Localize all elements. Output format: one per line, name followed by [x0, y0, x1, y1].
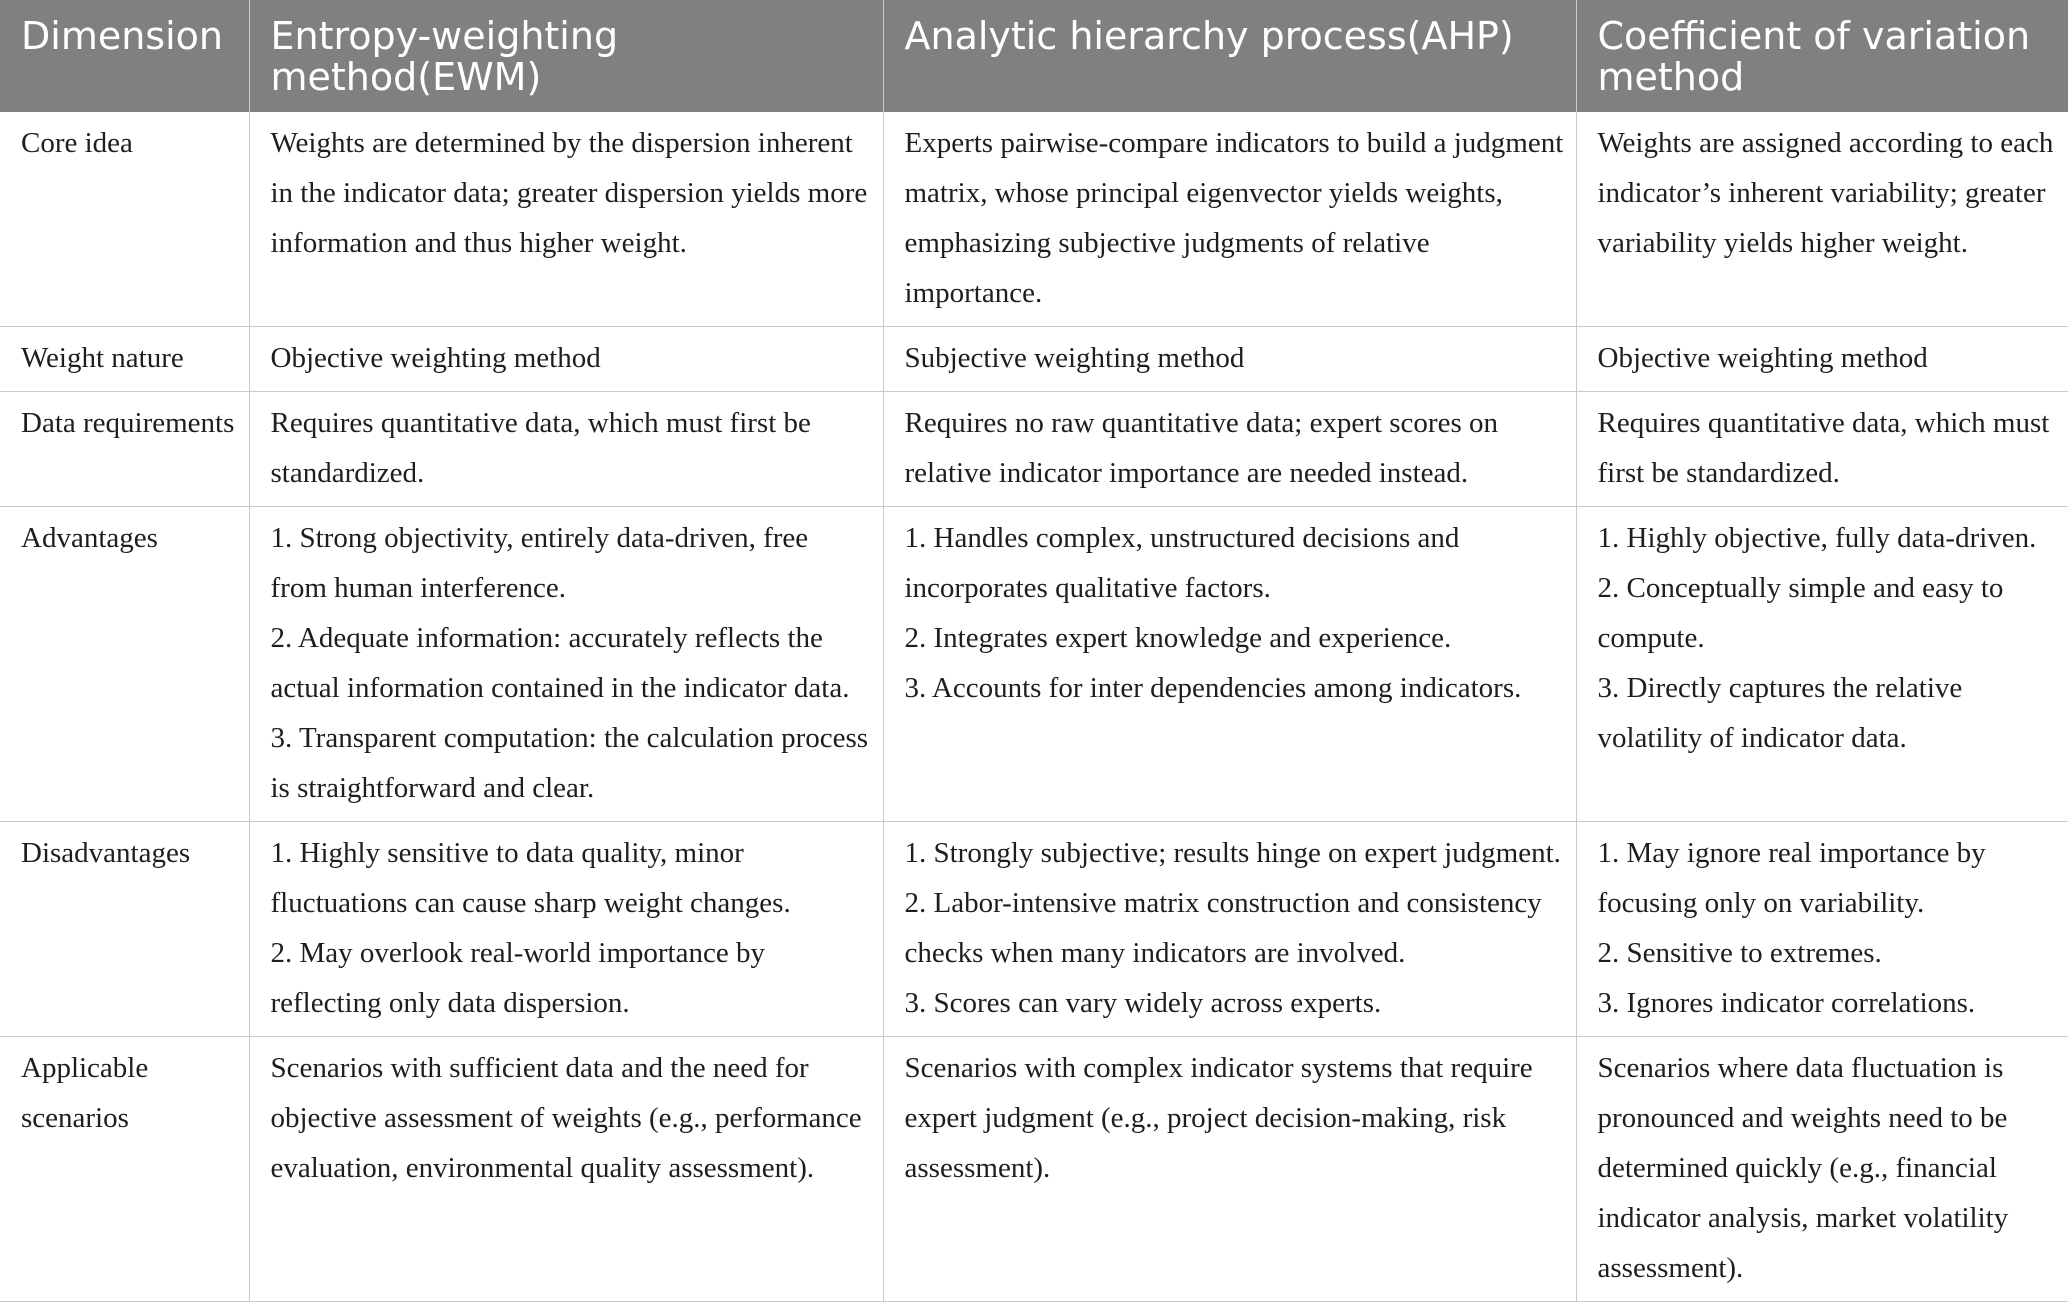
list-item: 1. May ignore real importance by focusing only on variability. — [1597, 837, 1986, 919]
cell-dimension — [0, 822, 249, 1037]
cell-text: Scenarios where data fluctuation is pronounced and weights need to be determined quickly (e.g., financial indicator analysis, market volatility assessment). — [1597, 1052, 2009, 1284]
cell-ewm — [249, 392, 883, 507]
cell-ewm — [249, 507, 883, 822]
list-item: 2. May overlook real-world importance by reflecting only data dispersion. — [270, 937, 765, 1019]
row-label: Weight nature — [21, 342, 184, 374]
list-item: 1. Handles complex, unstructured decisions and incorporates qualitative factors. — [904, 522, 1460, 604]
cell-dimension — [0, 507, 249, 822]
cell-ewm — [249, 112, 883, 327]
list-item: 2. Integrates expert knowledge and experience. — [904, 622, 1452, 654]
table-row — [0, 327, 2068, 392]
cell-dimension — [0, 1037, 249, 1302]
header-ahp: Analytic hierarchy process(AHP) — [883, 0, 1576, 112]
list-item: 2. Adequate information: accurately reflects the actual information contained in the indicator data. — [270, 622, 850, 704]
cell-ahp — [883, 507, 1576, 822]
cell-ewm — [249, 327, 883, 392]
header-coefficient-of-variation: Coefficient of variation method — [1576, 0, 2068, 112]
cell-ewm — [249, 1037, 883, 1302]
header-dimension: Dimension — [0, 0, 249, 112]
list-item: 3. Transparent computation: the calculation process is straightforward and clear. — [270, 722, 869, 804]
header-ewm: Entropy-weighting method(EWM) — [249, 0, 883, 112]
row-label: Core idea — [21, 127, 133, 159]
table-row — [0, 392, 2068, 507]
cell-text: Objective weighting method — [1597, 342, 1928, 374]
cell-text: Requires quantitative data, which must first be standardized. — [270, 407, 811, 489]
list-item: 1. Highly objective, fully data-driven. — [1597, 522, 2037, 554]
list-item: 3. Scores can vary widely across experts. — [904, 987, 1382, 1019]
cell-cv — [1576, 507, 2068, 822]
table-row — [0, 507, 2068, 822]
cell-ahp — [883, 1037, 1576, 1302]
cell-ahp — [883, 392, 1576, 507]
row-label: Applicable scenarios — [21, 1052, 149, 1134]
cell-ahp — [883, 327, 1576, 392]
cell-cv — [1576, 822, 2068, 1037]
table-header-row — [0, 0, 2068, 112]
list-item: 3. Accounts for inter dependencies among indicators. — [904, 672, 1522, 704]
cell-cv — [1576, 112, 2068, 327]
table-row — [0, 1037, 2068, 1302]
row-label: Disadvantages — [21, 837, 191, 869]
cell-ahp — [883, 822, 1576, 1037]
cell-text: Requires no raw quantitative data; expert scores on relative indicator importance are needed instead. — [904, 407, 1498, 489]
table-row — [0, 112, 2068, 327]
cell-cv — [1576, 327, 2068, 392]
list-item: 2. Labor-intensive matrix construction and consistency checks when many indicators are involved. — [904, 887, 1542, 969]
cell-cv — [1576, 392, 2068, 507]
list-item: 2. Sensitive to extremes. — [1597, 937, 1882, 969]
cell-text: Subjective weighting method — [904, 342, 1245, 374]
cell-text: Experts pairwise-compare indicators to build a judgment matrix, whose principal eigenvector yields weights, emphasizing subjective judgments of relative importance. — [904, 127, 1564, 309]
cell-text: Scenarios with complex indicator systems that require expert judgment (e.g., project decision-making, risk assessment). — [904, 1052, 1533, 1184]
cell-dimension — [0, 392, 249, 507]
cell-text: Weights are determined by the dispersion inherent in the indicator data; greater dispersion yields more information and thus higher weight. — [270, 127, 868, 259]
cell-text: Scenarios with sufficient data and the need for objective assessment of weights (e.g., performance evaluation, environmental quality assessment). — [270, 1052, 862, 1184]
cell-dimension — [0, 327, 249, 392]
list-item: 3. Directly captures the relative volatility of indicator data. — [1597, 672, 1963, 754]
list-item: 3. Ignores indicator correlations. — [1597, 987, 1976, 1019]
cell-text: Requires quantitative data, which must first be standardized. — [1597, 407, 2050, 489]
list-item: 1. Strongly subjective; results hinge on expert judgment. — [904, 837, 1561, 869]
row-label: Data requirements — [21, 407, 235, 439]
cell-cv — [1576, 1037, 2068, 1302]
cell-dimension — [0, 112, 249, 327]
cell-text: Objective weighting method — [270, 342, 601, 374]
list-item: 2. Conceptually simple and easy to compute. — [1597, 572, 2004, 654]
row-label: Advantages — [21, 522, 158, 554]
list-item: 1. Highly sensitive to data quality, minor fluctuations can cause sharp weight changes. — [270, 837, 791, 919]
cell-ahp — [883, 112, 1576, 327]
table-row — [0, 822, 2068, 1037]
cell-text: Weights are assigned according to each indicator’s inherent variability; greater variability yields higher weight. — [1597, 127, 2054, 259]
list-item: 1. Strong objectivity, entirely data-driven, free from human interference. — [270, 522, 809, 604]
cell-ewm — [249, 822, 883, 1037]
